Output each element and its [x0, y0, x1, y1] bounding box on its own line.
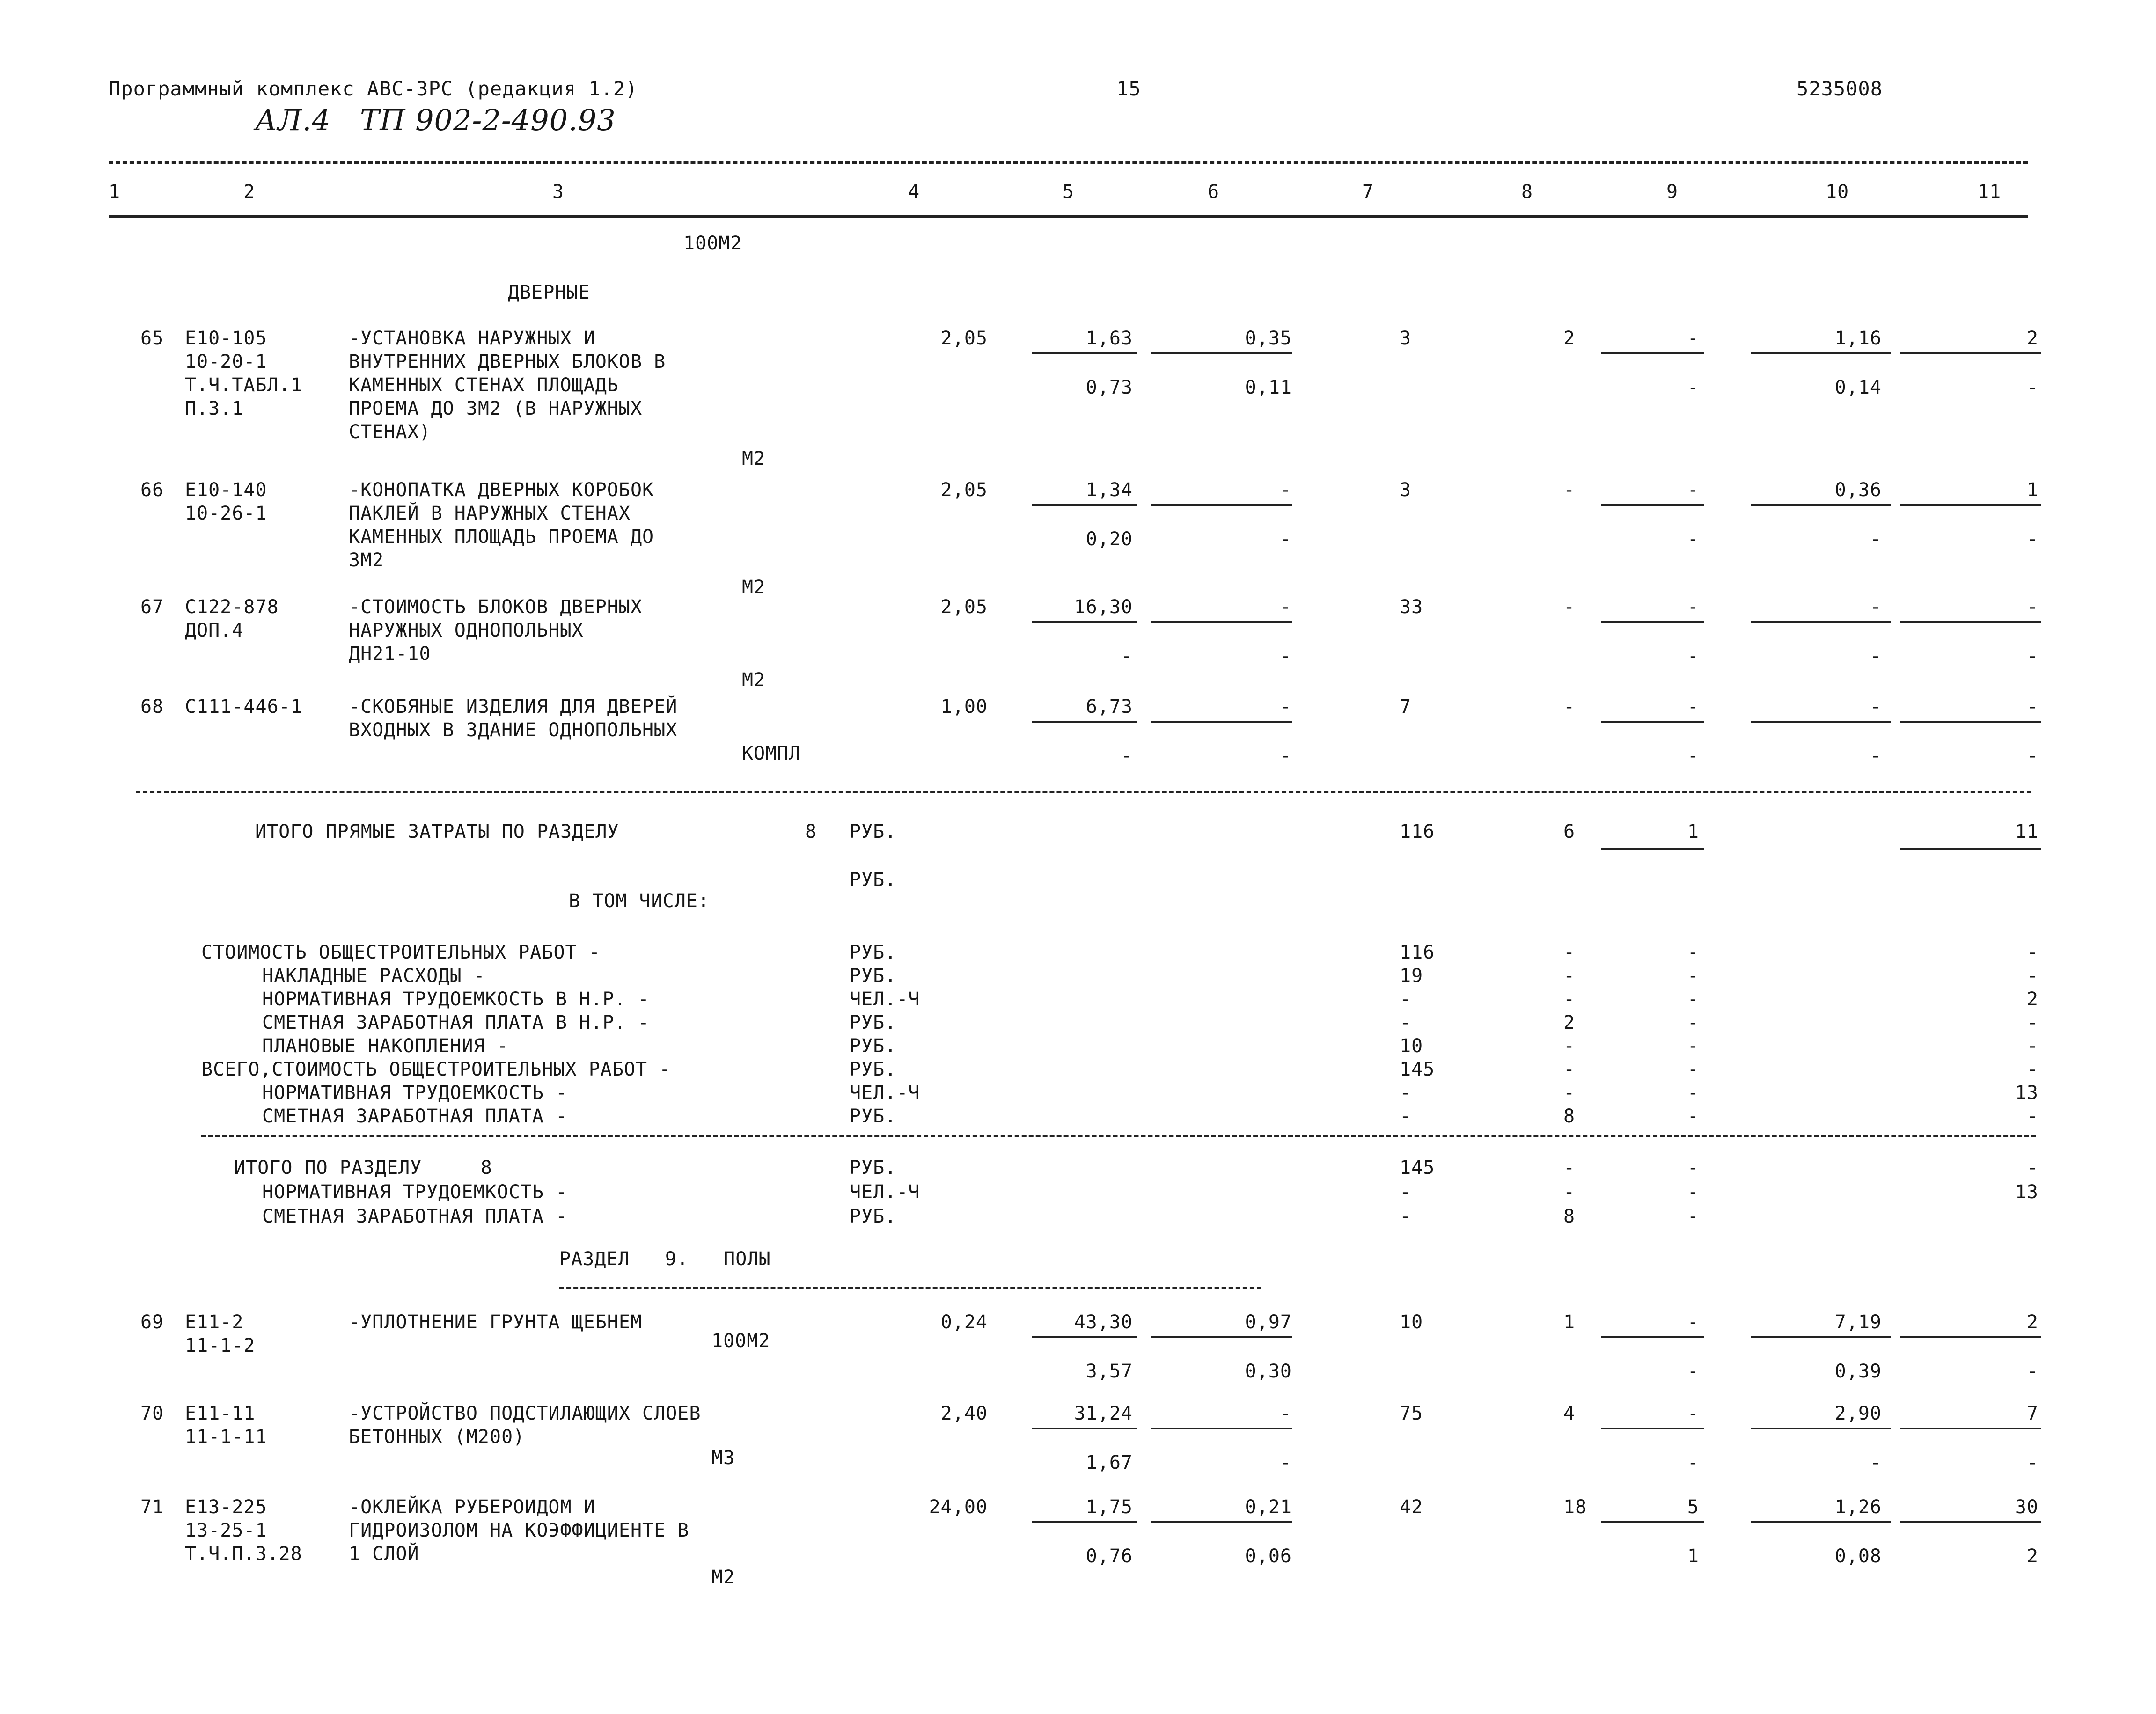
breakdown-label: СТОИМОСТЬ ОБЩЕСТРОИТЕЛЬНЫХ РАБОТ - [201, 942, 601, 963]
col6-underline [1151, 721, 1292, 723]
breakdown-col7: 19 [1400, 965, 1423, 987]
direct-col11-underline [1900, 848, 2041, 850]
section-9-underline [559, 1287, 1261, 1289]
item-col10-second: - [1870, 645, 1882, 667]
item-quantity: 2,05 [940, 596, 988, 618]
item-code: Т.Ч.П.3.28 [185, 1543, 302, 1565]
breakdown-col9: - [1687, 989, 1699, 1010]
item-col10: - [1870, 696, 1882, 718]
col9-underline [1601, 721, 1704, 723]
item-quantity: 0,24 [940, 1311, 988, 1333]
breakdown-col11: - [2026, 965, 2039, 987]
item-col7: 7 [1400, 696, 1412, 718]
col6-underline [1151, 352, 1292, 354]
col6-underline [1151, 504, 1292, 506]
section-total-label: НОРМАТИВНАЯ ТРУДОЕМКОСТЬ - [262, 1181, 568, 1203]
item-description: ВХОДНЫХ В ЗДАНИЕ ОДНОПОЛЬНЫХ [349, 719, 678, 741]
item-description: НАРУЖНЫХ ОДНОПОЛЬНЫХ [349, 620, 584, 641]
breakdown-col11: - [2026, 1035, 2039, 1057]
col9-underline [1601, 504, 1704, 506]
direct-costs-col9: 1 [1687, 821, 1699, 842]
column-header-2: 2 [243, 181, 256, 203]
item-col10: 2,90 [1834, 1403, 1882, 1424]
program-title: Программный комплекс АВС-3РС (редакция 1.2) [109, 77, 638, 100]
breakdown-unit: РУБ. [850, 1035, 897, 1057]
item-col8: - [1563, 596, 1576, 618]
item-description: -СКОБЯНЫЕ ИЗДЕЛИЯ ДЛЯ ДВЕРЕЙ [349, 696, 678, 718]
item-description: -ОКЛЕЙКА РУБЕРОИДОМ И [349, 1496, 595, 1518]
item-col5-second: 0,20 [1085, 528, 1133, 550]
column-header-5: 5 [1063, 181, 1075, 203]
item-col10-second: - [1870, 528, 1882, 550]
item-col11-second: - [2026, 745, 2039, 767]
item-description: -УСТРОЙСТВО ПОДСТИЛАЮЩИХ СЛОЕВ [349, 1403, 701, 1424]
item-description: СТЕНАХ) [349, 421, 431, 443]
col10-underline [1751, 352, 1891, 354]
section-total-unit: РУБ. [850, 1206, 897, 1227]
col5-underline [1032, 1336, 1137, 1338]
item-col5: 1,75 [1085, 1496, 1133, 1518]
section-total-col9: - [1687, 1181, 1699, 1203]
breakdown-col8: 2 [1563, 1012, 1576, 1033]
col6-underline [1151, 621, 1292, 623]
item-code: Е10-105 [185, 328, 267, 349]
item-description: БЕТОННЫХ (М200) [349, 1426, 525, 1448]
section-total-col8: - [1563, 1157, 1576, 1179]
item-description: ПРОЕМА ДО 3М2 (В НАРУЖНЫХ [349, 398, 643, 419]
section-total-col8: - [1563, 1181, 1576, 1203]
item-col6: - [1280, 479, 1292, 501]
item-description: КАМЕННЫХ ПЛОЩАДЬ ПРОЕМА ДО [349, 526, 654, 548]
breakdown-label: ПЛАНОВЫЕ НАКОПЛЕНИЯ - [262, 1035, 509, 1057]
item-col10-second: 0,39 [1834, 1361, 1882, 1382]
item-code: 11-1-2 [185, 1335, 256, 1356]
item-number: 65 [140, 328, 164, 349]
col11-underline [1900, 1336, 2041, 1338]
col5-underline [1032, 621, 1137, 623]
document-code: 5235008 [1797, 77, 1883, 100]
item-col8: - [1563, 696, 1576, 718]
item-col9: - [1687, 696, 1699, 718]
page-number: 15 [1116, 77, 1141, 100]
breakdown-label: НОРМАТИВНАЯ ТРУДОЕМКОСТЬ - [262, 1082, 568, 1104]
item-col9: - [1687, 1403, 1699, 1424]
item-unit: КОМПЛ [742, 743, 801, 764]
item-col6: - [1280, 696, 1292, 718]
item-description: 3М2 [349, 549, 384, 571]
col11-underline [1900, 1428, 2041, 1429]
breakdown-col7: - [1400, 1106, 1412, 1127]
breakdown-col9: - [1687, 1012, 1699, 1033]
col10-underline [1751, 1428, 1891, 1429]
breakdown-label: НОРМАТИВНАЯ ТРУДОЕМКОСТЬ В Н.Р. - [262, 989, 650, 1010]
item-description: -УСТАНОВКА НАРУЖНЫХ И [349, 328, 595, 349]
breakdown-col8: 8 [1563, 1106, 1576, 1127]
item-number: 68 [140, 696, 164, 718]
section-total-col7: - [1400, 1206, 1412, 1227]
item-quantity: 2,05 [940, 479, 988, 501]
breakdown-label: ВСЕГО,СТОИМОСТЬ ОБЩЕСТРОИТЕЛЬНЫХ РАБОТ - [201, 1059, 671, 1080]
breakdown-label: СМЕТНАЯ ЗАРАБОТНАЯ ПЛАТА В Н.Р. - [262, 1012, 650, 1033]
item-quantity: 1,00 [940, 696, 988, 718]
item-col9-second: - [1687, 1361, 1699, 1382]
breakdown-col7: 116 [1400, 942, 1435, 963]
breakdown-unit: РУБ. [850, 1012, 897, 1033]
item-col5-second: 3,57 [1085, 1361, 1133, 1382]
col5-underline [1032, 721, 1137, 723]
item-col5-second: 1,67 [1085, 1452, 1133, 1473]
item-unit: М3 [711, 1447, 735, 1469]
item-col11: - [2026, 596, 2039, 618]
breakdown-col8: - [1563, 989, 1576, 1010]
item-col5-second: 0,73 [1085, 377, 1133, 398]
item-col6: - [1280, 1403, 1292, 1424]
item-col11: 2 [2026, 1311, 2039, 1333]
col9-underline [1601, 621, 1704, 623]
item-col11: 30 [2015, 1496, 2039, 1518]
item-code: С111-446-1 [185, 696, 302, 718]
col9-underline [1601, 352, 1704, 354]
section-total-label: СМЕТНАЯ ЗАРАБОТНАЯ ПЛАТА - [262, 1206, 568, 1227]
breakdown-col7: - [1400, 1082, 1412, 1104]
item-col6: - [1280, 596, 1292, 618]
item-col9: - [1687, 596, 1699, 618]
section-total-col9: - [1687, 1157, 1699, 1179]
item-col10: 1,26 [1834, 1496, 1882, 1518]
item-col9-second: - [1687, 377, 1699, 398]
item-col10: 7,19 [1834, 1311, 1882, 1333]
breakdown-col9: - [1687, 942, 1699, 963]
breakdown-col9: - [1687, 1059, 1699, 1080]
item-number: 70 [140, 1403, 164, 1424]
column-header-7: 7 [1362, 181, 1374, 203]
item-col10: - [1870, 596, 1882, 618]
breakdown-col11: - [2026, 1012, 2039, 1033]
item-description: ВНУТРЕННИХ ДВЕРНЫХ БЛОКОВ В [349, 351, 666, 373]
col11-underline [1900, 621, 2041, 623]
column-header-1: 1 [109, 181, 121, 203]
item-col6-second: - [1280, 745, 1292, 767]
including-label: В ТОМ ЧИСЛЕ: [569, 890, 710, 912]
item-code: 10-20-1 [185, 351, 267, 373]
item-col6-second: - [1280, 1452, 1292, 1473]
direct-costs-label: ИТОГО ПРЯМЫЕ ЗАТРАТЫ ПО РАЗДЕЛУ [255, 821, 619, 842]
item-unit: М2 [711, 1567, 735, 1588]
direct-costs-col11: 11 [2015, 821, 2039, 842]
item-col6: 0,97 [1245, 1311, 1292, 1333]
item-col9: 5 [1687, 1496, 1699, 1518]
item-number: 69 [140, 1311, 164, 1333]
breakdown-col8: - [1563, 965, 1576, 987]
item-col5: 6,73 [1085, 696, 1133, 718]
item-col6-second: - [1280, 528, 1292, 550]
breakdown-label: НАКЛАДНЫЕ РАСХОДЫ - [262, 965, 485, 987]
item-unit: 100М2 [711, 1330, 770, 1352]
section-total-col7: - [1400, 1181, 1412, 1203]
item-col6-second: - [1280, 645, 1292, 667]
section-doors-title: ДВЕРНЫЕ [508, 282, 590, 303]
item-col11-second: - [2026, 1361, 2039, 1382]
col11-underline [1900, 504, 2041, 506]
item-description: КАМЕННЫХ СТЕНАХ ПЛОЩАДЬ [349, 374, 619, 396]
item-col9-second: - [1687, 1452, 1699, 1473]
item-col7: 10 [1400, 1311, 1423, 1333]
breakdown-unit: ЧЕЛ.-Ч [850, 989, 920, 1010]
item-col8: - [1563, 479, 1576, 501]
item-col6-second: 0,11 [1245, 377, 1292, 398]
item-code: 10-26-1 [185, 503, 267, 524]
section-total-unit: ЧЕЛ.-Ч [850, 1181, 920, 1203]
item-description: ГИДРОИЗОЛОМ НА КОЭФФИЦИЕНТЕ В [349, 1520, 689, 1541]
col10-underline [1751, 1336, 1891, 1338]
column-header-11: 11 [1978, 181, 2002, 203]
section-total-col11: 13 [2015, 1181, 2039, 1203]
item-col11-second: - [2026, 645, 2039, 667]
column-header-3: 3 [552, 181, 565, 203]
item-code: Е11-11 [185, 1403, 256, 1424]
item-col10-second: 0,08 [1834, 1546, 1882, 1567]
section-total-col11: - [2026, 1157, 2039, 1179]
breakdown-col7: 145 [1400, 1059, 1435, 1080]
item-unit: М2 [742, 669, 766, 691]
col10-underline [1751, 504, 1891, 506]
col10-underline [1751, 721, 1891, 723]
item-code: 11-1-11 [185, 1426, 267, 1448]
totals-rule [136, 791, 2031, 793]
col9-underline [1601, 1336, 1704, 1338]
col5-underline [1032, 1521, 1137, 1523]
breakdown-col11: - [2026, 1059, 2039, 1080]
breakdown-col8: - [1563, 1082, 1576, 1104]
section-total-col9: - [1687, 1206, 1699, 1227]
breakdown-unit: РУБ. [850, 942, 897, 963]
item-number: 67 [140, 596, 164, 618]
column-header-6: 6 [1208, 181, 1220, 203]
item-col8: 4 [1563, 1403, 1576, 1424]
section-9-title: РАЗДЕЛ 9. ПОЛЫ [559, 1248, 771, 1270]
item-col11-second: - [2026, 1452, 2039, 1473]
breakdown-col9: - [1687, 965, 1699, 987]
col10-underline [1751, 1521, 1891, 1523]
item-col11-second: - [2026, 528, 2039, 550]
section-total-col11 [1898, 1205, 2039, 1228]
item-col7: 3 [1400, 479, 1412, 501]
item-quantity: 2,05 [940, 328, 988, 349]
item-col6-second: 0,30 [1245, 1361, 1292, 1382]
item-col5: 31,24 [1074, 1403, 1133, 1424]
item-code: С122-878 [185, 596, 279, 618]
breakdown-col9: - [1687, 1106, 1699, 1127]
item-col5-second: - [1121, 745, 1133, 767]
breakdown-col8: - [1563, 1035, 1576, 1057]
item-col11: 2 [2026, 328, 2039, 349]
direct-costs-unit-2: РУБ. [850, 869, 897, 891]
item-col10-second: - [1870, 745, 1882, 767]
item-col10-second: 0,14 [1834, 377, 1882, 398]
item-description: -КОНОПАТКА ДВЕРНЫХ КОРОБОК [349, 479, 654, 501]
col9-underline [1601, 1428, 1704, 1429]
item-description: -УПЛОТНЕНИЕ ГРУНТА ЩЕБНЕМ [349, 1311, 643, 1333]
breakdown-col11: 13 [2015, 1082, 2039, 1104]
col6-underline [1151, 1521, 1292, 1523]
item-col8: 18 [1563, 1496, 1587, 1518]
breakdown-col9: - [1687, 1082, 1699, 1104]
item-col7: 75 [1400, 1403, 1423, 1424]
item-col5: 43,30 [1074, 1311, 1133, 1333]
section-total-rule [201, 1135, 2036, 1137]
col6-underline [1151, 1336, 1292, 1338]
breakdown-col8: - [1563, 942, 1576, 963]
column-header-10: 10 [1826, 181, 1849, 203]
item-col5: 1,63 [1085, 328, 1133, 349]
section-total-col8: 8 [1563, 1206, 1576, 1227]
direct-costs-section: 8 [805, 821, 817, 842]
unit-top: 100М2 [683, 233, 742, 254]
column-header-9: 9 [1666, 181, 1679, 203]
item-col7: 3 [1400, 328, 1412, 349]
column-header-8: 8 [1521, 181, 1533, 203]
item-col10-second: - [1870, 1452, 1882, 1473]
item-col11: 1 [2026, 479, 2039, 501]
item-col6: 0,35 [1245, 328, 1292, 349]
breakdown-unit: РУБ. [850, 1059, 897, 1080]
item-col9: - [1687, 1311, 1699, 1333]
column-header-4: 4 [908, 181, 920, 203]
breakdown-unit: РУБ. [850, 965, 897, 987]
col5-underline [1032, 1428, 1137, 1429]
item-description: ДН21-10 [349, 643, 431, 665]
item-code: 13-25-1 [185, 1520, 267, 1541]
item-col9-second: - [1687, 645, 1699, 667]
item-description: 1 СЛОЙ [349, 1543, 419, 1565]
item-col11-second: - [2026, 377, 2039, 398]
col9-underline [1601, 1521, 1704, 1523]
breakdown-col11: - [2026, 1106, 2039, 1127]
item-unit: М2 [742, 448, 766, 469]
col6-underline [1151, 1428, 1292, 1429]
top-rule-2 [109, 215, 2028, 218]
item-col9: - [1687, 328, 1699, 349]
section-total-label: ИТОГО ПО РАЗДЕЛУ 8 [234, 1157, 492, 1179]
breakdown-col8: - [1563, 1059, 1576, 1080]
item-col5: 16,30 [1074, 596, 1133, 618]
item-code: Е13-225 [185, 1496, 267, 1518]
breakdown-col11: - [2026, 942, 2039, 963]
item-col7: 42 [1400, 1496, 1423, 1518]
item-col11: - [2026, 696, 2039, 718]
item-col8: 2 [1563, 328, 1576, 349]
item-code: Е11-2 [185, 1311, 244, 1333]
handwritten-reference: АЛ.4 ТП 902-2-490.93 [255, 103, 616, 137]
item-col9-second: 1 [1687, 1546, 1699, 1567]
item-description: ПАКЛЕЙ В НАРУЖНЫХ СТЕНАХ [349, 503, 631, 524]
direct-col9-underline [1601, 848, 1704, 850]
item-col5-second: - [1121, 645, 1133, 667]
item-col7: 33 [1400, 596, 1423, 618]
item-quantity: 24,00 [929, 1496, 988, 1518]
breakdown-unit: РУБ. [850, 1106, 897, 1127]
item-col5-second: 0,76 [1085, 1546, 1133, 1567]
item-col9-second: - [1687, 528, 1699, 550]
item-col9: - [1687, 479, 1699, 501]
item-col5: 1,34 [1085, 479, 1133, 501]
item-col8: 1 [1563, 1311, 1576, 1333]
item-code: П.3.1 [185, 398, 244, 419]
col11-underline [1900, 1521, 2041, 1523]
col10-underline [1751, 621, 1891, 623]
item-code: ДОП.4 [185, 620, 244, 641]
section-total-unit: РУБ. [850, 1157, 897, 1179]
item-quantity: 2,40 [940, 1403, 988, 1424]
item-number: 66 [140, 479, 164, 501]
direct-costs-col8: 6 [1563, 821, 1576, 842]
direct-costs-unit: РУБ. [850, 821, 897, 842]
item-col9-second: - [1687, 745, 1699, 767]
item-col10: 1,16 [1834, 328, 1882, 349]
top-rule-1 [109, 161, 2028, 164]
col11-underline [1900, 352, 2041, 354]
item-unit: М2 [742, 577, 766, 598]
item-col6-second: 0,06 [1245, 1546, 1292, 1567]
breakdown-col7: - [1400, 1012, 1412, 1033]
item-number: 71 [140, 1496, 164, 1518]
breakdown-col11: 2 [2026, 989, 2039, 1010]
section-total-col7: 145 [1400, 1157, 1435, 1179]
breakdown-col9: - [1687, 1035, 1699, 1057]
item-col11: 7 [2026, 1403, 2039, 1424]
col11-underline [1900, 721, 2041, 723]
col5-underline [1032, 352, 1137, 354]
breakdown-unit: ЧЕЛ.-Ч [850, 1082, 920, 1104]
item-col11-second: 2 [2026, 1546, 2039, 1567]
breakdown-label: СМЕТНАЯ ЗАРАБОТНАЯ ПЛАТА - [262, 1106, 568, 1127]
breakdown-col7: - [1400, 989, 1412, 1010]
col5-underline [1032, 504, 1137, 506]
direct-costs-col7: 116 [1400, 821, 1435, 842]
item-code: Т.Ч.ТАБЛ.1 [185, 374, 302, 396]
item-col6: 0,21 [1245, 1496, 1292, 1518]
item-code: Е10-140 [185, 479, 267, 501]
item-col10: 0,36 [1834, 479, 1882, 501]
item-description: -СТОИМОСТЬ БЛОКОВ ДВЕРНЫХ [349, 596, 643, 618]
breakdown-col7: 10 [1400, 1035, 1423, 1057]
